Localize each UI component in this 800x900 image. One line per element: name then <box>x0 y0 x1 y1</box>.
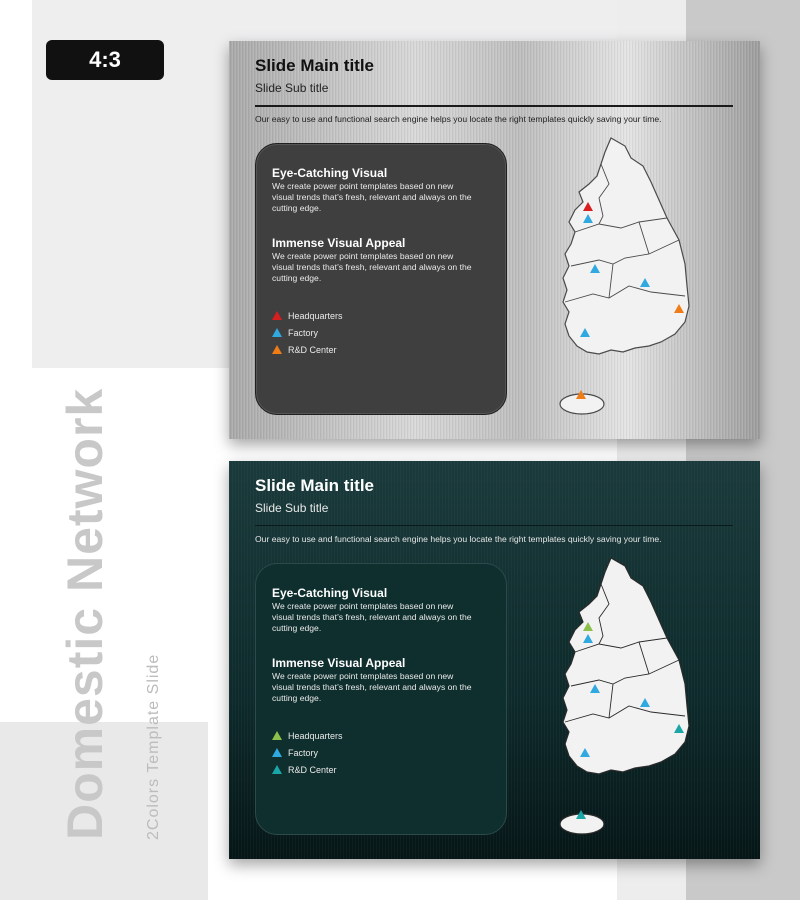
legend-item-rd-center <box>272 341 343 358</box>
section-heading: Eye-Catching Visual <box>272 586 388 600</box>
slide-title: Slide Main title <box>255 56 375 75</box>
korea-map <box>539 556 709 846</box>
section-heading: Immense Visual Appeal <box>272 656 406 670</box>
title-divider <box>255 105 733 107</box>
legend-item-rd-center <box>272 761 343 778</box>
slide-silver <box>229 41 760 439</box>
title-divider <box>255 525 733 526</box>
legend-label: Headquarters <box>288 730 343 741</box>
side-subtitle: 2Colors Template Slide <box>145 653 162 840</box>
legend-item-headquarters <box>272 307 343 324</box>
map-legend <box>272 727 343 778</box>
triangle-marker-icon <box>272 765 282 774</box>
section-heading: Immense Visual Appeal <box>272 236 406 250</box>
legend-item-factory <box>272 744 343 761</box>
legend-label: Headquarters <box>288 310 343 321</box>
map-legend <box>272 307 343 358</box>
slide-subtitle: Slide Sub title <box>255 81 329 95</box>
slide-title: Slide Main title <box>255 476 375 495</box>
aspect-ratio-badge: 4:3 <box>46 40 164 80</box>
legend-item-factory <box>272 324 343 341</box>
section-text: We create power point templates based on new visual trends that’s fresh, relevant and always on the cutting edge. <box>272 251 472 283</box>
triangle-marker-icon <box>272 311 282 320</box>
legend-label: Factory <box>288 327 319 338</box>
slide-description: Our easy to use and functional search engine helps you locate the right templates quickly saving your time. <box>255 114 662 124</box>
legend-item-headquarters <box>272 727 343 744</box>
legend-label: Factory <box>288 747 319 758</box>
side-title: Domestic Network <box>57 387 113 840</box>
slide-description: Our easy to use and functional search engine helps you locate the right templates quickly saving your time. <box>255 534 662 544</box>
triangle-marker-icon <box>272 748 282 757</box>
section-text: We create power point templates based on new visual trends that’s fresh, relevant and always on the cutting edge. <box>272 181 472 213</box>
triangle-marker-icon <box>272 731 282 740</box>
triangle-marker-icon <box>272 345 282 354</box>
info-panel <box>255 563 507 835</box>
slide-subtitle: Slide Sub title <box>255 501 329 515</box>
section-text: We create power point templates based on new visual trends that’s fresh, relevant and always on the cutting edge. <box>272 601 472 633</box>
section-text: We create power point templates based on new visual trends that’s fresh, relevant and always on the cutting edge. <box>272 671 472 703</box>
korea-map <box>539 136 709 426</box>
info-panel <box>255 143 507 415</box>
section-heading: Eye-Catching Visual <box>272 166 388 180</box>
slide-dark <box>229 461 760 859</box>
legend-label: R&D Center <box>288 764 337 775</box>
legend-label: R&D Center <box>288 344 337 355</box>
triangle-marker-icon <box>272 328 282 337</box>
